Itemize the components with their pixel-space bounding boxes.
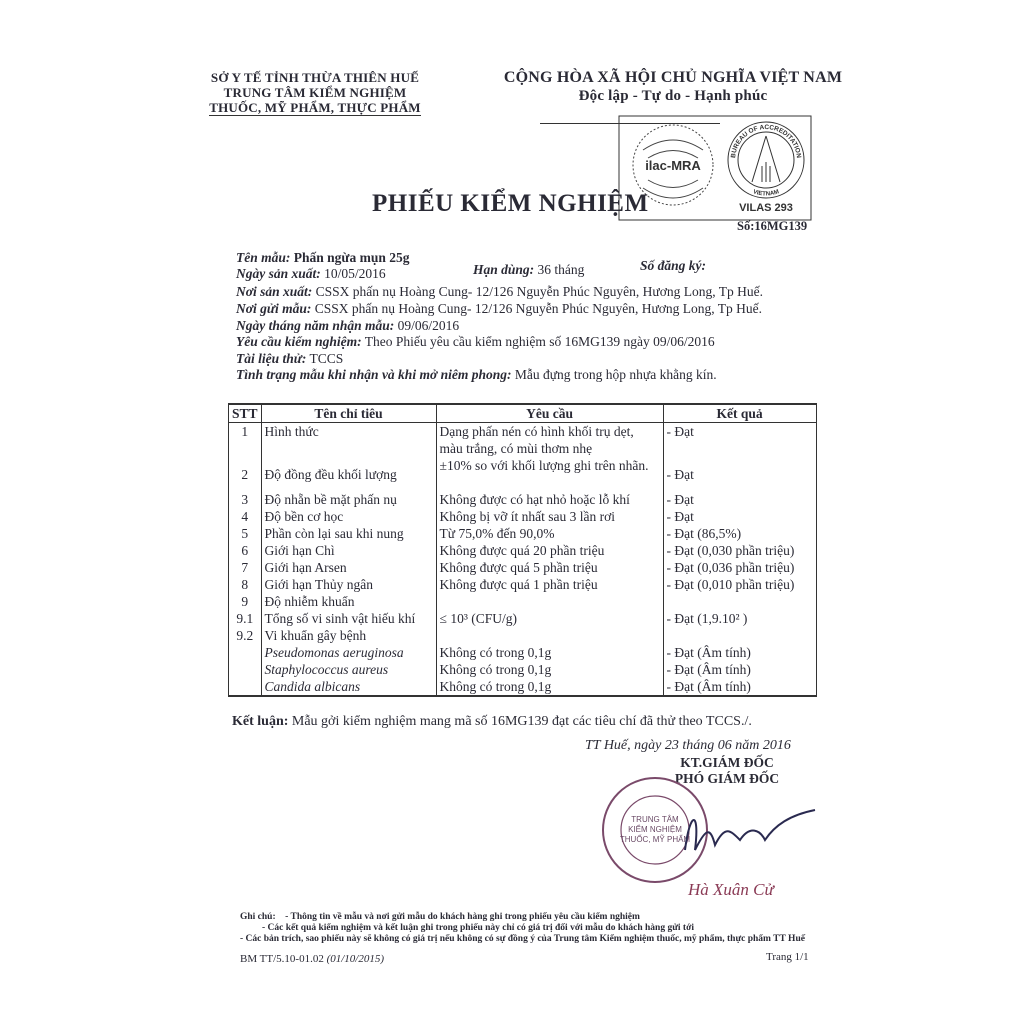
row-requirement: Dạng phấn nén có hình khối trụ dẹt, màu trắng, có mùi thơm nhẹ xyxy=(436,423,663,458)
ilac-logo: ilac-MRA xyxy=(645,158,701,173)
info-expiry: Hạn dùng: 36 tháng xyxy=(473,262,585,277)
note-3: - Các bản trích, sao phiếu này sẽ không có giá trị nếu không có sự đồng ý của Trung tâm Kiểm nghiệm thuốc, mỹ phẩm, thực phẩm TT Huế xyxy=(240,934,805,944)
document-number: Số:16MG139 xyxy=(737,219,808,233)
row-stt xyxy=(229,661,262,678)
row-result: - Đạt xyxy=(663,423,816,458)
row-requirement: Từ 75,0% đến 90,0% xyxy=(436,525,663,542)
row-criterion: Độ nhiễm khuẩn xyxy=(261,593,436,610)
vilas-code: VILAS 293 xyxy=(739,202,793,214)
row-stt: 5 xyxy=(229,525,262,542)
row-stt: 2 xyxy=(229,457,262,491)
row-result: - Đạt (0,030 phần triệu) xyxy=(663,542,816,559)
table-row xyxy=(229,576,817,593)
issuer-line: THUỐC, MỸ PHẨM, THỰC PHẨM xyxy=(209,100,421,115)
table-row xyxy=(229,542,817,559)
row-result xyxy=(663,627,816,644)
row-stt: 4 xyxy=(229,508,262,525)
accreditation-ring-bottom-text: VIETNAM xyxy=(752,189,780,198)
row-criterion: Hình thức xyxy=(261,423,436,458)
table-row xyxy=(229,491,817,508)
svg-text:KIỂM NGHIỆM: KIỂM NGHIỆM xyxy=(628,825,682,834)
info-sender: Nơi gửi mẫu: CSSX phấn nụ Hoàng Cung- 12/126 Nguyễn Phúc Nguyên, Hương Long, Tp Huế. xyxy=(236,301,763,316)
info-manufacturer: Nơi sản xuất: CSSX phấn nụ Hoàng Cung- 12/126 Nguyễn Phúc Nguyên, Hương Long, Tp Huế. xyxy=(236,284,763,299)
row-result: - Đạt xyxy=(663,508,816,525)
row-criterion: Pseudomonas aeruginosa xyxy=(261,644,436,661)
row-criterion: Giới hạn Arsen xyxy=(261,559,436,576)
row-result: - Đạt (0,036 phần triệu) xyxy=(663,559,816,576)
signer-name: Hà Xuân Cử xyxy=(688,880,774,899)
national-motto-title: CỘNG HÒA XÃ HỘI CHỦ NGHĨA VIỆT NAM xyxy=(503,69,843,86)
row-criterion: Độ đồng đều khối lượng xyxy=(261,457,436,491)
table-row xyxy=(229,644,817,661)
col-header: Kết quả xyxy=(663,404,816,423)
table-row xyxy=(229,525,817,542)
row-stt: 8 xyxy=(229,576,262,593)
row-criterion: Độ bền cơ học xyxy=(261,508,436,525)
table-row xyxy=(229,661,817,678)
row-requirement: Không được quá 20 phần triệu xyxy=(436,542,663,559)
signer-title-line: PHÓ GIÁM ĐỐC xyxy=(674,771,780,786)
row-requirement: Không có trong 0,1g xyxy=(436,678,663,696)
row-requirement: ±10% so với khối lượng ghi trên nhãn. xyxy=(436,457,663,491)
row-result: - Đạt (1,9.10² ) xyxy=(663,610,816,627)
national-header xyxy=(468,68,878,105)
row-result: - Đạt xyxy=(663,491,816,508)
row-result: - Đạt (86,5%) xyxy=(663,525,816,542)
row-criterion: Giới hạn Chì xyxy=(261,542,436,559)
row-result: - Đạt (0,010 phần triệu) xyxy=(663,576,816,593)
issuer-header xyxy=(180,70,450,116)
row-requirement: Không được quá 5 phần triệu xyxy=(436,559,663,576)
results-table xyxy=(228,403,817,697)
col-header: Tên chỉ tiêu xyxy=(261,404,436,423)
row-stt xyxy=(229,678,262,696)
row-stt: 7 xyxy=(229,559,262,576)
row-criterion: Vi khuẩn gây bệnh xyxy=(261,627,436,644)
issuer-line: SỞ Y TẾ TỈNH THỪA THIÊN HUẾ xyxy=(210,70,420,85)
row-stt xyxy=(229,644,262,661)
row-result: - Đạt xyxy=(663,457,816,491)
row-criterion: Độ nhẵn bề mặt phấn nụ xyxy=(261,491,436,508)
row-result: - Đạt (Âm tính) xyxy=(663,661,816,678)
issuer-line: TRUNG TÂM KIỂM NGHIỆM xyxy=(223,85,407,100)
info-registration: Số đăng ký: xyxy=(640,258,707,273)
national-motto: Độc lập - Tự do - Hạnh phúc xyxy=(578,88,768,104)
row-stt: 1 xyxy=(229,423,262,458)
row-result xyxy=(663,593,816,610)
row-result: - Đạt (Âm tính) xyxy=(663,644,816,661)
row-requirement: Không được quá 1 phần triệu xyxy=(436,576,663,593)
info-received-date: Ngày tháng năm nhận mẫu: 09/06/2016 xyxy=(236,318,460,333)
conclusion: Kết luận: Mẫu gởi kiểm nghiệm mang mã số 16MG139 đạt các tiêu chí đã thử theo TCCS./. xyxy=(232,714,752,729)
row-criterion: Giới hạn Thủy ngân xyxy=(261,576,436,593)
svg-text:TRUNG TÂM: TRUNG TÂM xyxy=(631,815,679,824)
col-header: STT xyxy=(229,404,262,423)
col-header: Yêu cầu xyxy=(436,404,663,423)
info-request: Yêu cầu kiểm nghiệm: Theo Phiếu yêu cầu kiểm nghiệm số 16MG139 ngày 09/06/2016 xyxy=(236,334,715,349)
accreditation-ring-top-text: BUREAU OF ACCREDITATION xyxy=(730,123,802,159)
row-requirement: Không bị vỡ ít nhất sau 3 lần rơi xyxy=(436,508,663,525)
form-code: BM TT/5.10-01.02 (01/10/2015) xyxy=(240,953,385,965)
row-stt: 9 xyxy=(229,593,262,610)
row-criterion: Staphylococcus aureus xyxy=(261,661,436,678)
row-requirement: ≤ 10³ (CFU/g) xyxy=(436,610,663,627)
row-criterion: Candida albicans xyxy=(261,678,436,696)
row-stt: 9.2 xyxy=(229,627,262,644)
table-row xyxy=(229,423,817,458)
row-requirement: Không được có hạt nhỏ hoặc lỗ khí xyxy=(436,491,663,508)
table-row xyxy=(229,457,817,491)
svg-text:THUỐC, MỸ PHẨM: THUỐC, MỸ PHẨM xyxy=(619,835,691,844)
signer-title-line: KT.GIÁM ĐỐC xyxy=(680,755,774,770)
page-number: Trang 1/1 xyxy=(766,951,809,963)
table-row xyxy=(229,678,817,696)
table-row xyxy=(229,559,817,576)
table-row xyxy=(229,627,817,644)
info-sample-name: Tên mẫu: Phấn ngừa mụn 25g xyxy=(236,250,410,265)
table-row xyxy=(229,610,817,627)
accreditation-ring-top xyxy=(730,124,802,159)
row-stt: 6 xyxy=(229,542,262,559)
place-date: TT Huế, ngày 23 tháng 06 năm 2016 xyxy=(585,738,791,753)
row-criterion: Tổng số vi sinh vật hiếu khí xyxy=(261,610,436,627)
row-stt: 3 xyxy=(229,491,262,508)
info-production-date: Ngày sản xuất: 10/05/2016 xyxy=(236,266,386,281)
info-reference: Tài liệu thử: TCCS xyxy=(236,351,344,366)
table-row xyxy=(229,508,817,525)
row-result: - Đạt (Âm tính) xyxy=(663,678,816,696)
row-requirement: Không có trong 0,1g xyxy=(436,644,663,661)
info-condition: Tình trạng mẫu khi nhận và khi mở niêm phong: Mẫu đựng trong hộp nhựa khằng kín. xyxy=(236,367,717,382)
row-requirement: Không có trong 0,1g xyxy=(436,661,663,678)
row-criterion: Phần còn lại sau khi nung xyxy=(261,525,436,542)
row-stt: 9.1 xyxy=(229,610,262,627)
document-title: PHIẾU KIỂM NGHIỆM xyxy=(372,190,649,217)
row-requirement xyxy=(436,593,663,610)
table-row xyxy=(229,593,817,610)
note-1: Ghi chú: - Thông tin về mẫu và nơi gửi mẫu do khách hàng ghi trong phiếu yêu cầu kiểm nghiệm xyxy=(240,912,640,922)
note-2: - Các kết quả kiểm nghiệm và kết luận ghi trong phiếu này chỉ có giá trị đối với mẫu do khách hàng gửi tới xyxy=(262,923,694,933)
row-requirement xyxy=(436,627,663,644)
